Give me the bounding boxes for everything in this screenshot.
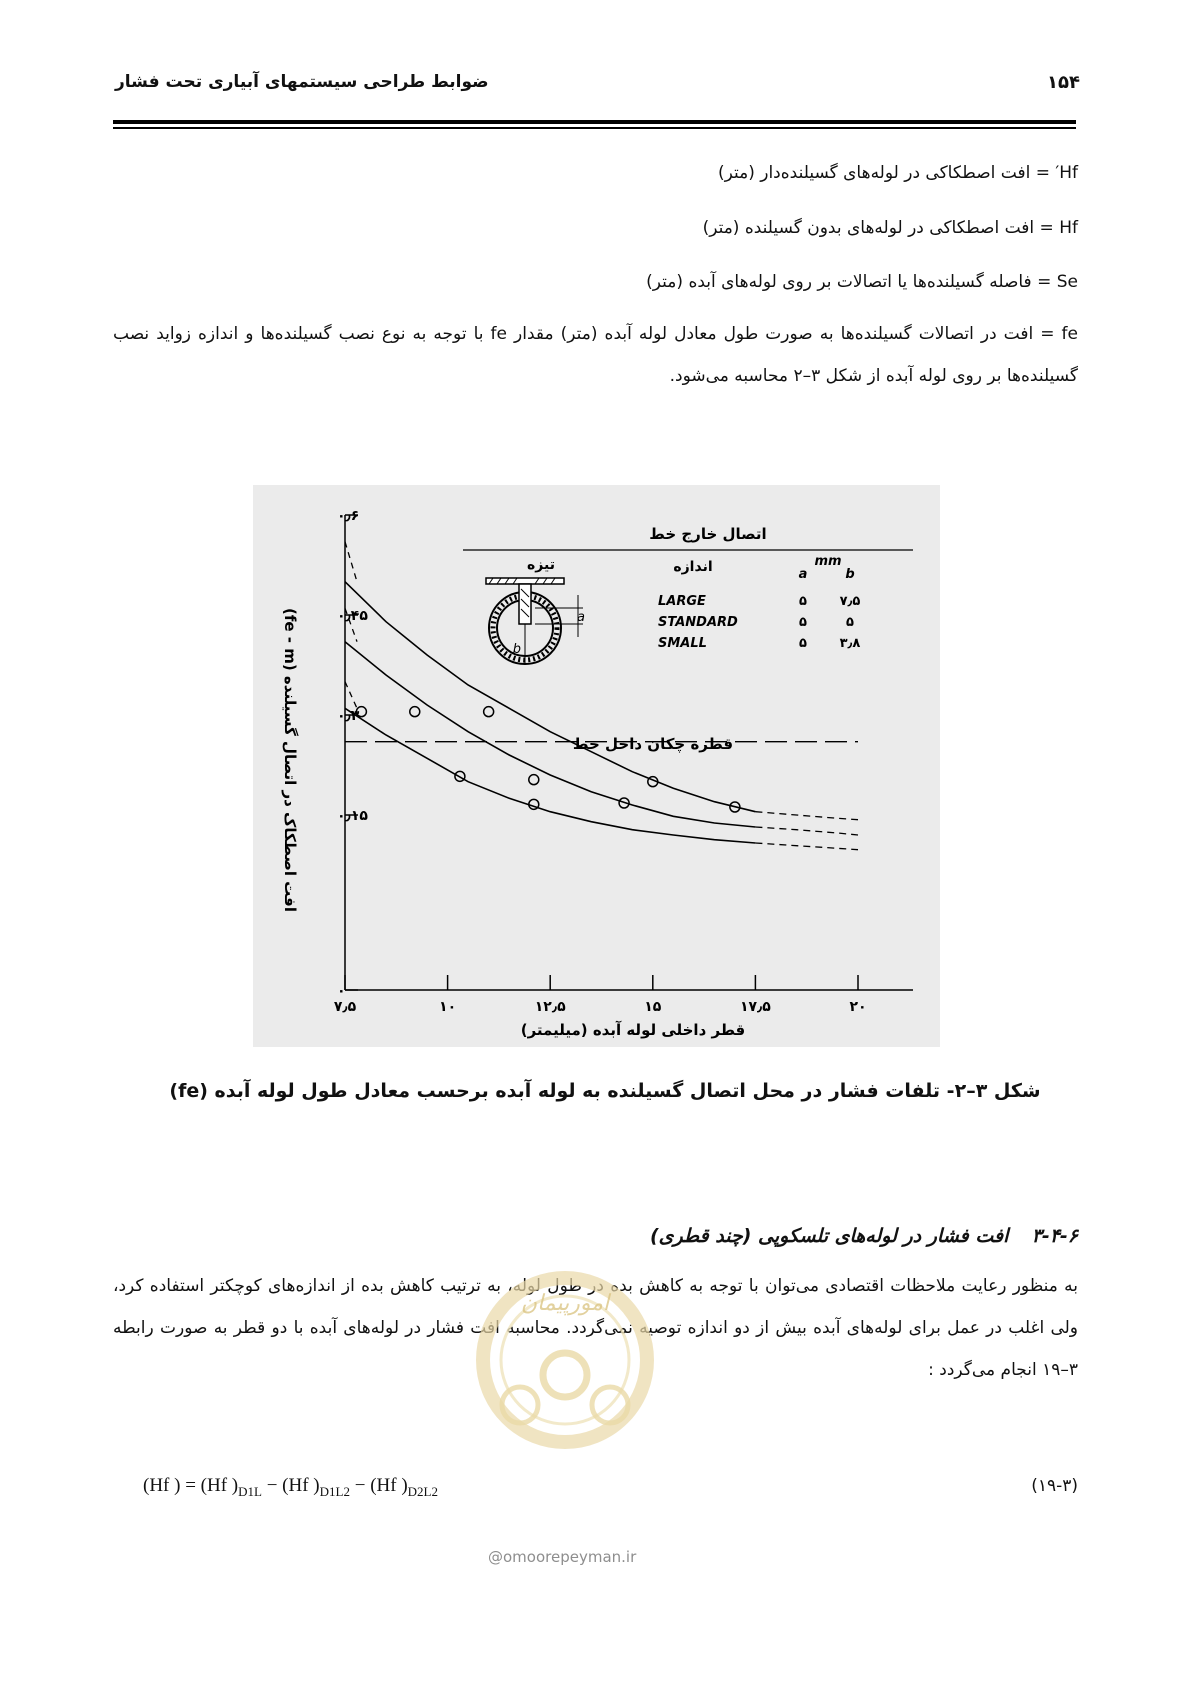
inset-title: اتصال خارج خط bbox=[649, 525, 767, 543]
section-paragraph: به منظور رعایت ملاحظات اقتصادی می‌توان با توجه به کاهش بده در طول لوله، به ترتیب کاهش بده از اندازه‌های کوچکتر استفاده کرد، ولی اغلب در عمل برای لوله‌های آبده بیش از دو اندازه توصیه نمی‌گردد. محاسبه افت فشار در لوله‌های آبده با دو قطر به صورت رابطه ۳–۱۹ انجام می‌گردد : bbox=[113, 1276, 1078, 1380]
equation-number: (۱۹-۳) bbox=[1031, 1476, 1078, 1496]
inset-col-b: b bbox=[845, 567, 855, 582]
x-tick-label: ۱۷٫۵ bbox=[739, 999, 771, 1015]
inset-row-large-b: ۷٫۵ bbox=[839, 594, 861, 609]
y-tick-label: ۰٫۱۵ bbox=[337, 808, 368, 824]
pipe-cross-section-drawing bbox=[486, 578, 583, 664]
curve-large-start-dash bbox=[345, 542, 357, 582]
inset-col-tize: تیزه bbox=[527, 557, 555, 573]
section-number: ۳-۴-۶ bbox=[1031, 1225, 1078, 1247]
equation-sub-1: D1L bbox=[238, 1483, 262, 1499]
y-axis-label: افت اصطکاک در اتصال گسیلنده (fe - m) bbox=[281, 607, 299, 913]
figure-caption bbox=[0, 1080, 1190, 1102]
inline-emitter-label: قطره چکان داخل خط bbox=[572, 735, 734, 753]
inset-dim-b: b bbox=[512, 642, 521, 657]
fe-chart bbox=[253, 485, 940, 1047]
page-number: ۱۵۴ bbox=[1047, 72, 1080, 93]
y-tick-label: ۰٫۴۵ bbox=[337, 608, 368, 624]
inset-row-small-b: ۳٫۸ bbox=[839, 636, 861, 651]
equation-sub-2: D1L2 bbox=[319, 1483, 350, 1499]
y-tick-label: ۰ bbox=[337, 983, 346, 999]
definition-hf: Hf = افت اصطکاکی در لوله‌های بدون گسیلنده (متر) bbox=[702, 218, 1078, 238]
watermark-url: @omoorepeyman.ir bbox=[488, 1548, 637, 1566]
x-axis-label: قطر داخلی لوله آبده (میلیمتر) bbox=[520, 1021, 746, 1039]
equation-19-3 bbox=[143, 1475, 438, 1500]
curve-standard-extension bbox=[755, 827, 858, 835]
inset-col-size: اندازه bbox=[673, 559, 713, 575]
x-tick-label: ۷٫۵ bbox=[333, 999, 357, 1015]
curve-marker-standard bbox=[529, 775, 539, 785]
watermark-seal bbox=[470, 1250, 660, 1560]
y-tick-label: ۰٫۶ bbox=[337, 508, 360, 524]
figure-panel bbox=[253, 485, 940, 1047]
x-tick-label: ۱۰ bbox=[439, 999, 457, 1015]
definition-fe-paragraph: fe = افت در اتصالات گسیلنده‌ها به صورت طول معادل لوله آبده (متر) مقدار fe با توجه به نوع نصب گسیلنده‌ها و اندازه زوايد نصب گسیلنده‌ها بر روی لوله آبده از شکل ۳–۲ محاسبه می‌شود. bbox=[113, 324, 1078, 386]
inset-row-small-a: ۵ bbox=[799, 636, 807, 651]
inset-dim-a: a bbox=[577, 610, 585, 625]
header-rule-thick bbox=[113, 120, 1076, 124]
running-header-title: ضوابط طراحی سیستمهای آبیاری تحت فشار bbox=[115, 72, 489, 92]
x-tick-label: ۱۵ bbox=[644, 999, 662, 1015]
inset-row-standard-a: ۵ bbox=[799, 615, 807, 630]
equation-sub-3: D2L2 bbox=[407, 1483, 438, 1499]
y-tick-label: ۰٫۳ bbox=[337, 708, 360, 724]
inset-row-small-name: SMALL bbox=[658, 636, 707, 651]
curve-small-start-dash bbox=[345, 682, 357, 709]
equation-term-3: − (Hf ) bbox=[349, 1475, 408, 1496]
curve-large-extension bbox=[755, 812, 858, 820]
inset-unit: mm bbox=[814, 554, 842, 569]
watermark-seal-text: امورپیمان bbox=[520, 1291, 610, 1316]
inset-row-large-name: LARGE bbox=[658, 594, 706, 609]
x-tick-label: ۲۰ bbox=[849, 999, 867, 1015]
equation-lhs: (Hf ) = (Hf ) bbox=[143, 1475, 239, 1496]
definition-se: Se = فاصله گسیلنده‌ها یا اتصالات بر روی لوله‌های آبده (متر) bbox=[646, 272, 1078, 292]
equation-term-2: − (Hf ) bbox=[261, 1475, 320, 1496]
inset-row-standard-name: STANDARD bbox=[658, 615, 738, 630]
curve-marker-standard bbox=[410, 707, 420, 717]
x-tick-label: ۱۲٫۵ bbox=[534, 999, 566, 1015]
definition-hf-prime: Hf′ = افت اصطکاکی در لوله‌های گسیلنده‌دار (متر) bbox=[717, 163, 1078, 183]
header-rule-thin bbox=[113, 127, 1076, 129]
section-heading bbox=[650, 1225, 1078, 1247]
figure-caption-text: شکل ۳–۲- تلفات فشار در محل اتصال گسیلنده به لوله آبده برحسب معادل طول لوله آبده (fe) bbox=[169, 1080, 1041, 1102]
inset-col-a: a bbox=[798, 567, 808, 582]
inset-row-standard-b: ۵ bbox=[846, 615, 854, 630]
inset-row-large-a: ۵ bbox=[799, 594, 807, 609]
curve-small-extension bbox=[755, 843, 858, 850]
section-title: افت فشار در لوله‌های تلسکوپی (چند قطری) bbox=[649, 1225, 1009, 1247]
curve-marker-large bbox=[484, 707, 494, 717]
curve-marker-small bbox=[529, 799, 539, 809]
